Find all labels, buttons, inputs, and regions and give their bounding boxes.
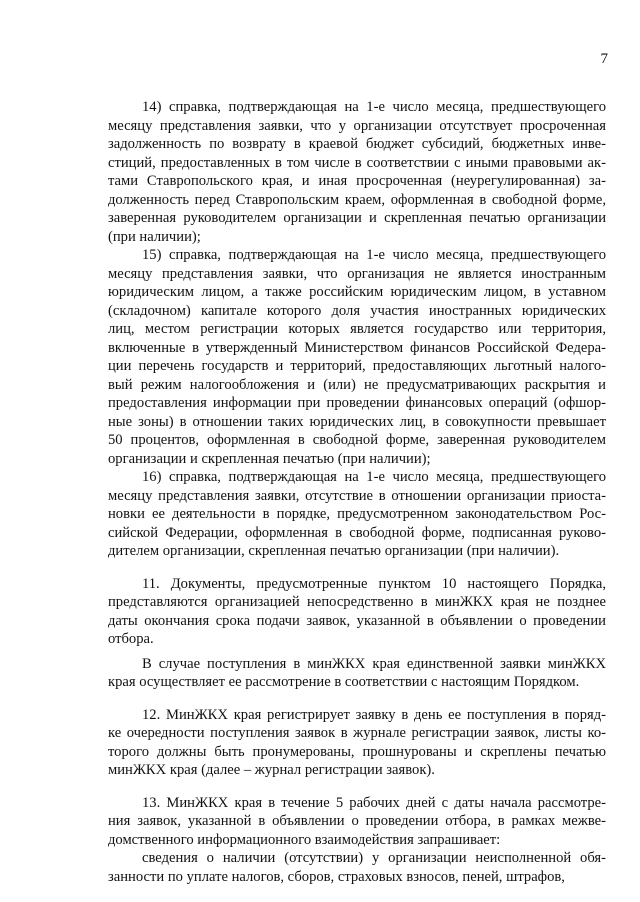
page-number: 7 (600, 51, 608, 67)
text-line: торого должны быть пронумерованы, прошнурованы и скреплены печатью (108, 743, 606, 760)
text-line: ные зоны) в отношении таких юридических лиц, в совокупности превышает (108, 413, 606, 430)
text-line: новки ее деятельности в порядке, предусмотренном законодательством Рос- (108, 506, 606, 522)
text-line: месяцу представления заявки, что у организации отсутствует просроченная (108, 117, 606, 134)
text-line: 15) справка, подтверждающая на 1-е число месяца, предшествующего (142, 247, 606, 263)
text-line: (складочном) капитале которого доля участия иностранных юридических (108, 302, 606, 319)
paragraph (108, 794, 606, 850)
paragraph-gap (108, 692, 606, 706)
paragraph (108, 706, 606, 780)
text-line: 12. МинЖКХ края регистрирует заявку в день ее поступления в поряд- (142, 706, 606, 723)
text-line: стиций, предоставленных в том числе в соответствии с иными правовыми ак- (108, 154, 606, 171)
paragraph-gap (108, 561, 606, 575)
paragraph (108, 246, 606, 468)
text-line: (при наличии); (108, 228, 201, 245)
text-line: долженность перед Ставропольским краем, оформленная в свободной форме, (108, 191, 606, 208)
text-line: занности по уплате налогов, сборов, страховых взносов, пеней, штрафов, (108, 868, 565, 885)
paragraph (108, 98, 606, 246)
document-body (108, 98, 606, 886)
text-line: задолженность по возврату в краевой бюджет субсидий, бюджетных инве- (108, 136, 606, 152)
paragraph (108, 468, 606, 561)
text-line: заверенная руководителем организации и скрепленная печатью организации (108, 210, 606, 226)
text-line: сведения о наличии (отсутствии) у организации неисполненной обя- (142, 850, 606, 866)
text-line: ния заявок, указанной в объявлении о проведении отбора, в рамках межве- (108, 813, 606, 829)
text-line: сийской Федерации, оформленная в свободной форме, подписанная руково- (108, 524, 606, 541)
text-line: 11. Документы, предусмотренные пунктом 10 настоящего Порядка, (142, 575, 606, 592)
text-line: ции перечень государств и территорий, предоставляющих льготный налого- (108, 358, 606, 374)
text-line: тами Ставропольского края, и иная просроченная (неурегулированная) за- (108, 173, 606, 189)
text-line: даты окончания срока подачи заявок, указанной в объявлении о проведении (108, 612, 606, 629)
text-line: месяцу представления заявки, отсутствие в отношении организации приоста- (108, 487, 606, 504)
text-line: организации и скрепленная печатью (при наличии); (108, 450, 431, 467)
paragraph-gap (108, 780, 606, 794)
text-line: предоставления информации при проведении финансовых операций (офшор- (108, 395, 606, 411)
text-line: включенные в утвержденный Министерством финансов Российской Федера- (108, 339, 606, 356)
text-line: месяцу представления заявки, что организация не является иностранным (108, 265, 606, 282)
paragraph (108, 849, 606, 886)
text-line: края осуществляет ее рассмотрение в соответствии с настоящим Порядком. (108, 674, 580, 690)
text-line: домственного информационного взаимодействия запрашивает: (108, 831, 501, 848)
text-line: 13. МинЖКХ края в течение 5 рабочих дней с даты начала рассмотре- (142, 794, 606, 811)
text-line: 16) справка, подтверждающая на 1-е число месяца, предшествующего (142, 469, 606, 485)
text-line: минЖКХ края (далее – журнал регистрации заявок). (108, 762, 435, 778)
text-line: 14) справка, подтверждающая на 1-е число месяца, предшествующего (142, 99, 606, 115)
text-line: отбора. (108, 631, 154, 647)
text-line: представляются организацией непосредственно в минЖКХ края не позднее (108, 594, 606, 610)
text-line: В случае поступления в минЖКХ края единственной заявки минЖКХ (142, 655, 606, 672)
text-line: вый режим налогообложения и (или) не предусматривающих раскрытия и (108, 376, 606, 393)
paragraph (108, 575, 606, 649)
text-line: ке очередности поступления заявок в журнале регистрации заявок, листы ко- (108, 725, 606, 741)
paragraph (108, 655, 606, 692)
text-line: юридическим лицом, а также российским юридическим лицом, в уставном (108, 284, 606, 300)
text-line: 50 процентов, оформленная в свободной форме, заверенная руководителем (108, 432, 606, 448)
text-line: лиц, местом регистрации которых является государство или территория, (108, 321, 606, 337)
text-line: дителем организации, скрепленная печатью организации (при наличии). (108, 543, 560, 559)
